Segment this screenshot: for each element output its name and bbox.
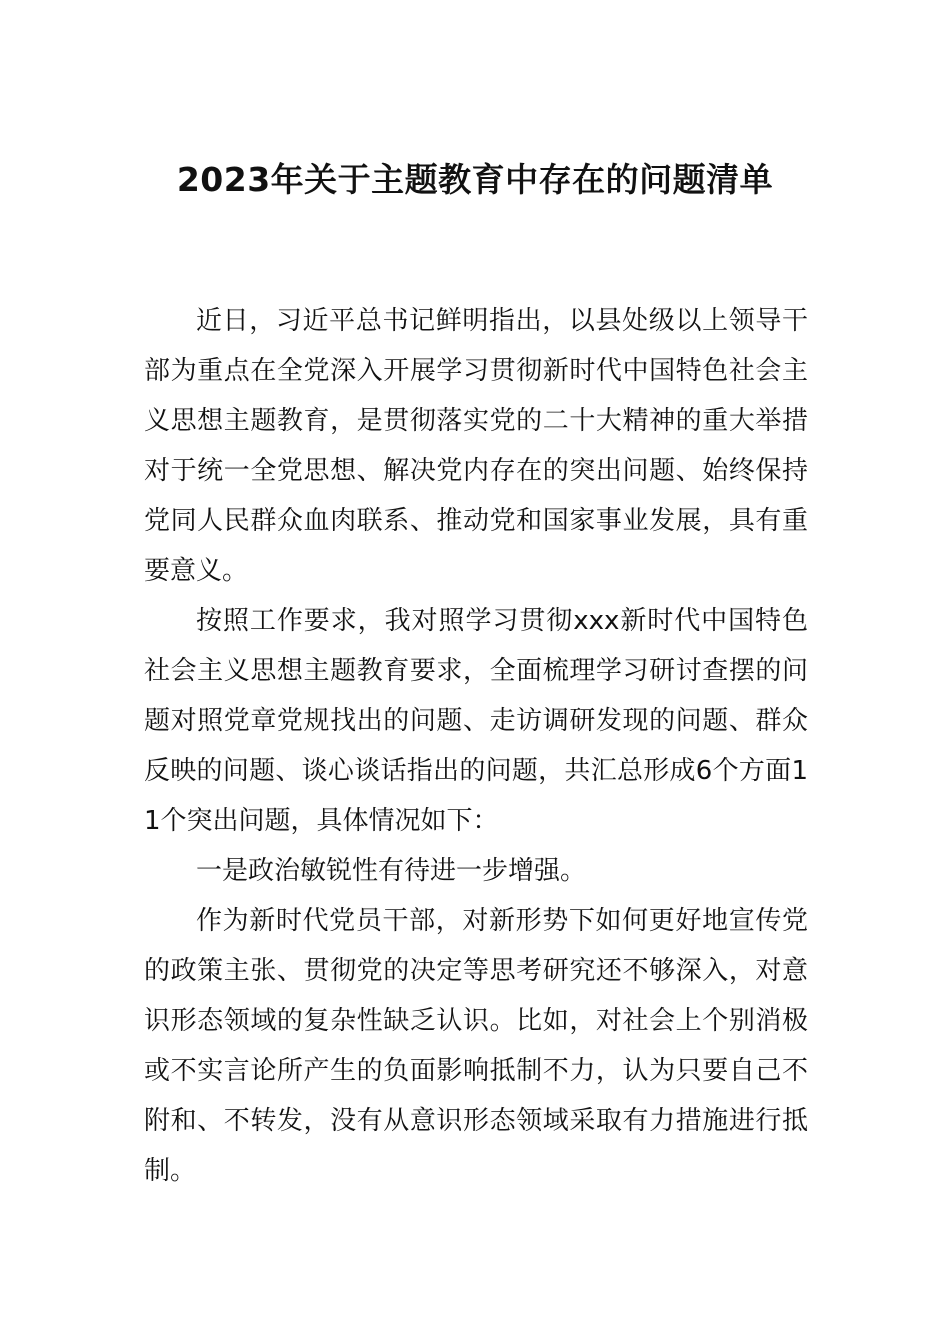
section-heading-1: 一是政治敏锐性有待进一步增强。 <box>196 856 587 886</box>
document-title: 2023年关于主题教育中存在的问题清单 <box>176 160 774 199</box>
document-body <box>144 296 808 1196</box>
paragraph-requirements: 按照工作要求，我对照学习贯彻xxx新时代中国特色社会主义思想主题教育要求，全面梳理学习研讨查摆的问题对照党章党规找出的问题、走访调研发现的问题、群众反映的问题、谈心谈话指出的问题，共汇总形成6个方面11个突出问题，具体情况如下： <box>144 606 808 836</box>
paragraph-intro: 近日，习近平总书记鲜明指出，以县处级以上领导干部为重点在全党深入开展学习贯彻新时代中国特色社会主义思想主题教育，是贯彻落实党的二十大精神的重大举措对于统一全党思想、解决党内存在的突出问题、始终保持党同人民群众血肉联系、推动党和国家事业发展，具有重要意义。 <box>144 306 808 586</box>
paragraph-issue-1: 作为新时代党员干部，对新形势下如何更好地宣传党的政策主张、贯彻党的决定等思考研究还不够深入，对意识形态领域的复杂性缺乏认识。比如，对社会上个别消极或不实言论所产生的负面影响抵制不力，认为只要自己不附和、不转发，没有从意识形态领域采取有力措施进行抵制。 <box>144 906 808 1186</box>
